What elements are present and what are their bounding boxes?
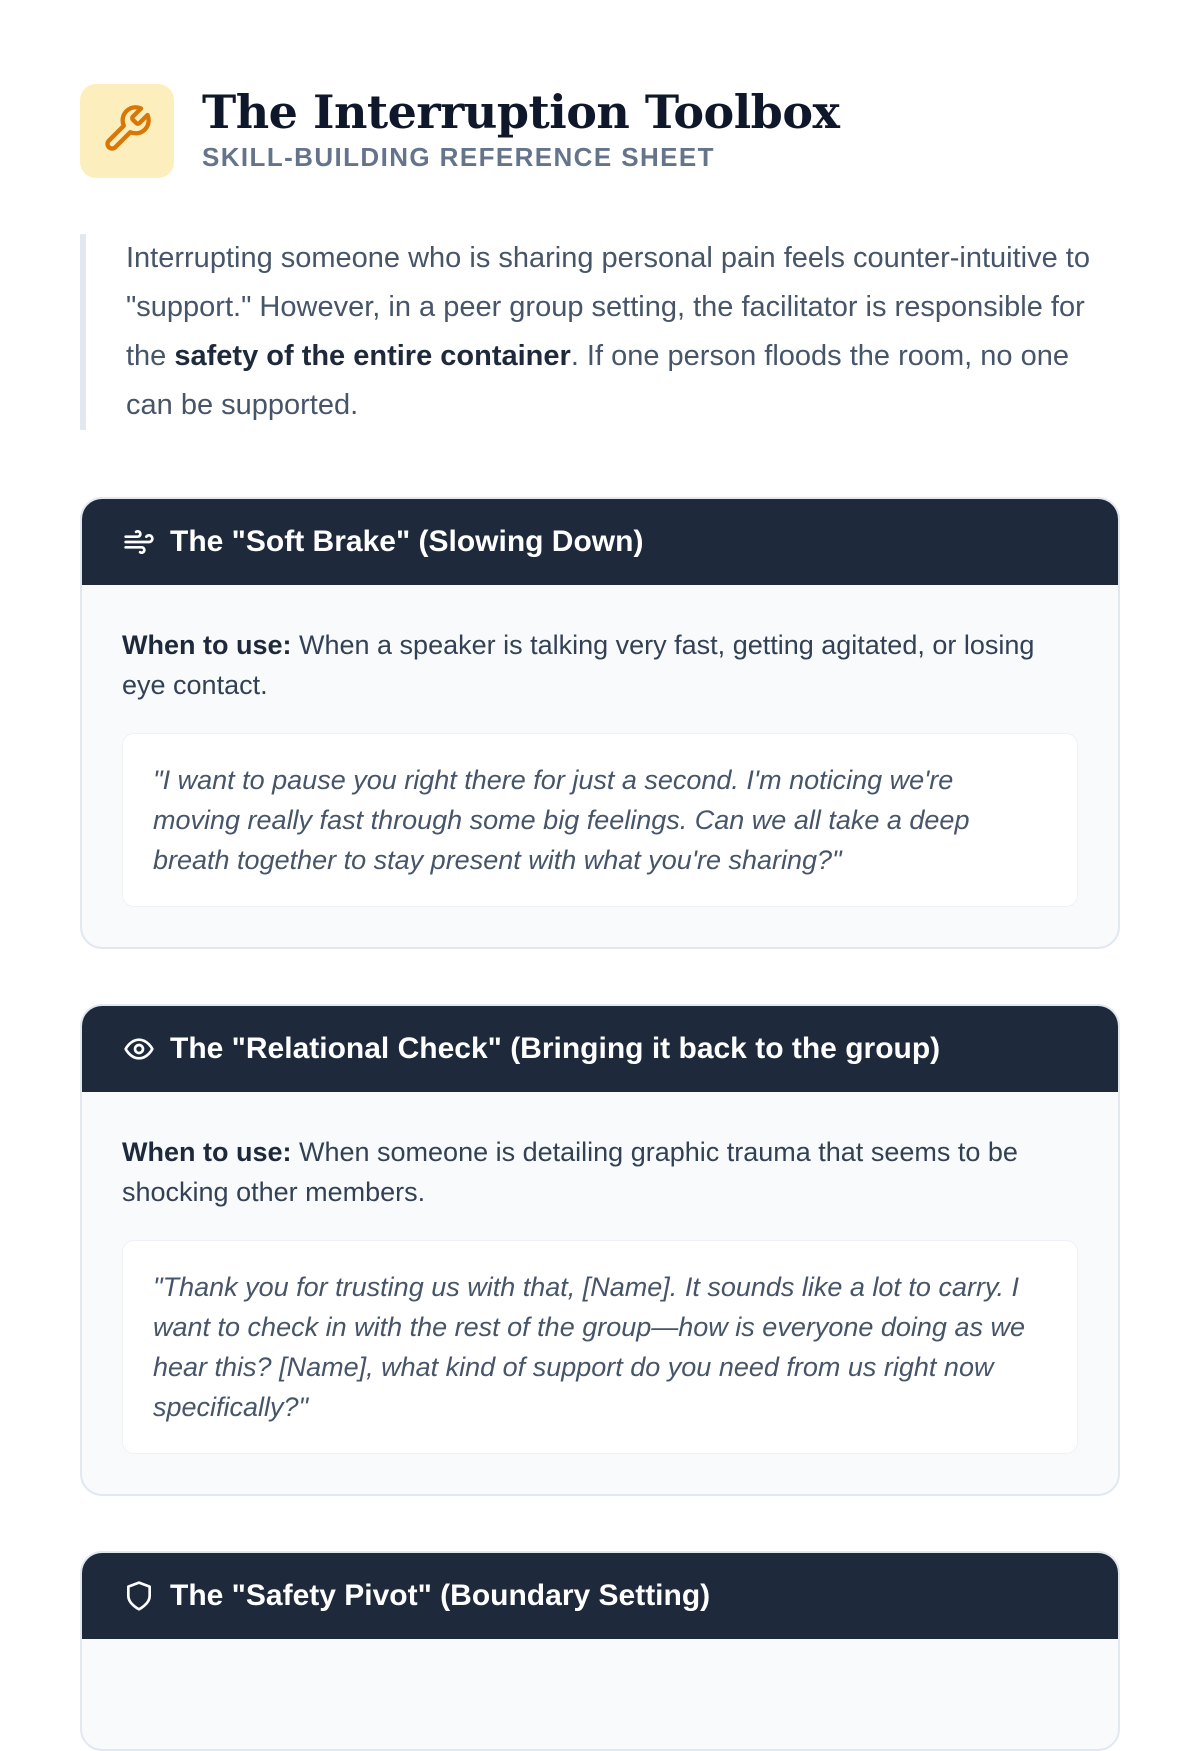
example-script-quote: "I want to pause you right there for just a second. I'm noticing we're moving really fast through some big feelings. Can we all take a deep breath together to stay present with what you're sharing?" (122, 733, 1078, 907)
page-title: The Interruption Toolbox (202, 85, 840, 139)
wrench-icon (101, 103, 153, 160)
when-label: When to use: (122, 1137, 292, 1167)
card-title: The "Soft Brake" (Slowing Down) (170, 525, 644, 558)
when-text: When someone is detailing graphic trauma that seems to be shocking other members. (122, 1137, 1018, 1207)
page-header (80, 84, 839, 178)
tool-card-relational-check (80, 1004, 1120, 1496)
card-body (82, 1092, 1118, 1494)
when-to-use (122, 625, 1078, 705)
tool-card-safety-pivot (80, 1551, 1120, 1751)
when-text: When a speaker is talking very fast, getting agitated, or losing eye contact. (122, 630, 1035, 700)
tool-card-soft-brake (80, 497, 1120, 949)
intro-text-end: . If one person floods the room, no one can be supported. (126, 340, 1069, 421)
when-to-use (122, 1132, 1078, 1212)
card-header (82, 1553, 1118, 1639)
eye-icon (122, 1032, 156, 1066)
intro-blockquote (80, 234, 1120, 430)
shield-icon (122, 1579, 156, 1613)
intro-text-start: Interrupting someone who is sharing personal pain feels counter-intuitive to "support." However, in a peer group setting, the facilitator is responsible for the (126, 242, 1090, 372)
card-title: The "Relational Check" (Bringing it back to the group) (170, 1032, 941, 1065)
when-label: When to use: (122, 630, 292, 660)
card-title: The "Safety Pivot" (Boundary Setting) (170, 1579, 711, 1612)
wind-icon (122, 525, 156, 559)
card-header (82, 1006, 1118, 1092)
page-subtitle: SKILL-BUILDING REFERENCE SHEET (202, 142, 715, 172)
card-body (82, 585, 1118, 947)
logo-badge (80, 84, 174, 178)
example-script-quote: "Thank you for trusting us with that, [Name]. It sounds like a lot to carry. I want to check in with the rest of the group—how is everyone doing as we hear this? [Name], what kind of support do you need from us right now specifically?" (122, 1240, 1078, 1454)
intro-emphasis: safety of the entire container (174, 340, 571, 372)
card-header (82, 499, 1118, 585)
